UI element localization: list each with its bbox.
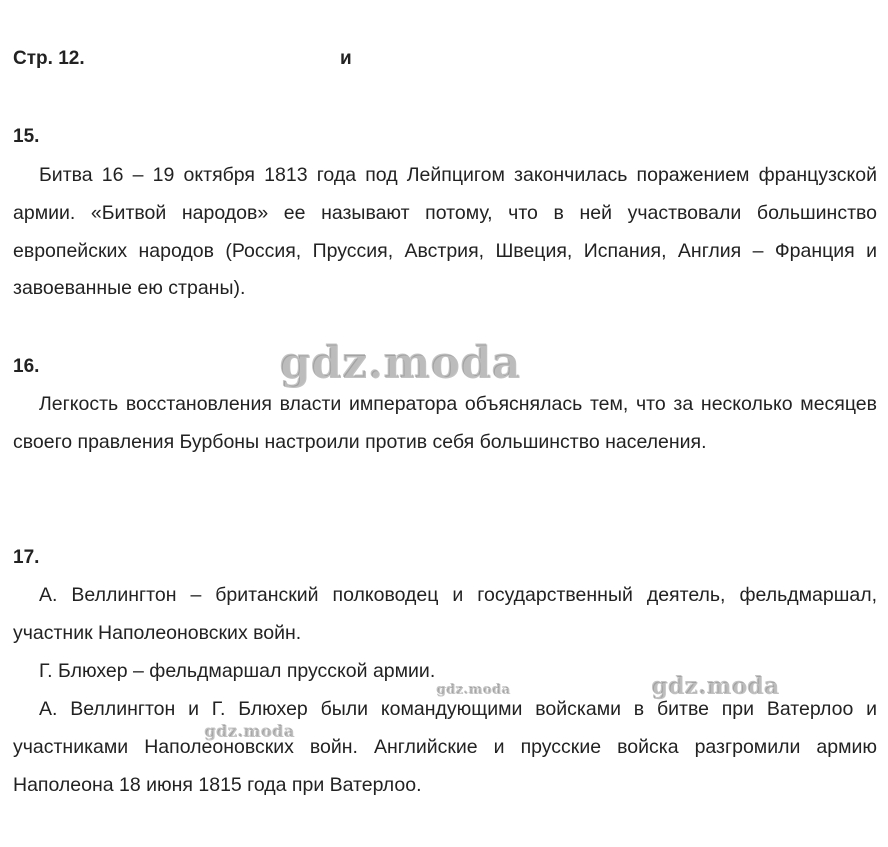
section-16-paragraph: Легкость восстановления власти императора объяснялась тем, что за несколько месяцев своего правления Бурбоны настроили против себя большинство населения. (13, 393, 877, 453)
watermark-large: gdz.moda (280, 338, 522, 389)
page-title-fragment: и (340, 48, 352, 69)
page-label: Стр. 12. (13, 48, 85, 69)
section-number-16: 16. (13, 356, 40, 377)
watermark-small-2: gdz.moda (205, 722, 296, 741)
section-number-17: 17. (13, 547, 40, 568)
section-17-paragraph-2: Г. Блюхер – фельдмаршал прусской армии. (39, 660, 436, 682)
watermark-medium: gdz.moda (652, 673, 780, 700)
watermark-small: gdz.moda (437, 683, 512, 698)
section-17-paragraph-1: А. Веллингтон – британский полководец и государственный деятель, фельдмаршал, участник Наполеоновских войн. (13, 584, 877, 644)
section-number-15: 15. (13, 126, 40, 147)
section-15-paragraph: Битва 16 – 19 октября 1813 года под Лейпцигом закончилась поражением французской армии. «Битвой народов» ее называют потому, что в ней участвовали большинство европейских народов (Россия, Пруссия, Австрия, Швеция, Испания, Англия – Франция и завоеванные ею страны). (13, 164, 877, 300)
section-17-paragraph-3: А. Веллингтон и Г. Блюхер были командующими войсками в битве при Ватерлоо и участниками Наполеоновских войн. Английские и прусские войска разгромили армию Наполеона 18 июня 1815 года при Ватерлоо. (13, 698, 877, 796)
